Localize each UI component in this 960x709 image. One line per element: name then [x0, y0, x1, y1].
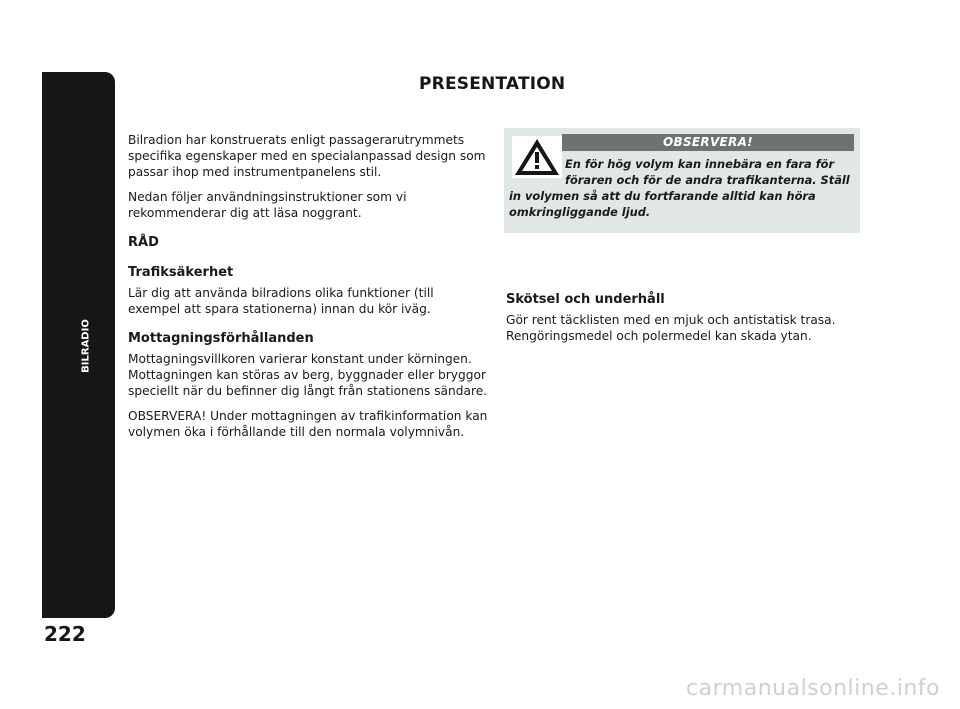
section-side-tab: [42, 72, 115, 618]
warning-text-line-2: föraren och för de andra trafikanterna. Ställ: [565, 173, 850, 187]
warning-box: [504, 128, 860, 233]
intro-paragraph-2: Nedan följer användningsinstruktioner som vi rekommenderar dig att läsa noggrant.: [128, 190, 407, 220]
reception-heading: Mottagningsförhållanden: [128, 331, 314, 346]
advice-heading: RÅD: [128, 235, 159, 250]
care-heading: Skötsel och underhåll: [506, 292, 665, 307]
section-label: BILRADIO: [80, 319, 92, 373]
intro-paragraph-1: Bilradion har konstruerats enligt passagerarutrymmets specifika egenskaper med en specialanpassad design som passar ihop med instrumentpanelens stil.: [128, 133, 486, 179]
left-column: [128, 132, 488, 449]
reception-text: Mottagningsvillkoren varierar konstant under körningen. Mottagningen kan störas av berg, byggnader eller bryggor speciellt när du befinner dig långt från stationens sändare.: [128, 352, 488, 398]
watermark: carmanualsonline.info: [686, 676, 940, 701]
traffic-safety-text: Lär dig att använda bilradions olika funktioner (till exempel att spara stationerna) innan du kör iväg.: [128, 286, 434, 316]
right-column: [506, 292, 866, 344]
care-text: Gör rent täcklisten med en mjuk och antistatisk trasa. Rengöringsmedel och polermedel kan skada ytan.: [506, 313, 836, 343]
warning-header: OBSERVERA!: [562, 134, 854, 151]
traffic-safety-heading: Trafiksäkerhet: [128, 265, 234, 280]
page-number: 222: [44, 622, 86, 646]
warning-text: [509, 156, 855, 220]
warning-text-rest: in volymen så att du fortfarande alltid kan höra omkringliggande ljud.: [509, 189, 816, 219]
page-title: PRESENTATION: [419, 74, 566, 94]
warning-text-line-1: En för hög volym kan innebära en fara för: [565, 157, 835, 171]
reception-note: OBSERVERA! Under mottagningen av trafikinformation kan volymen öka i förhållande till den normala volymnivån.: [128, 409, 488, 439]
